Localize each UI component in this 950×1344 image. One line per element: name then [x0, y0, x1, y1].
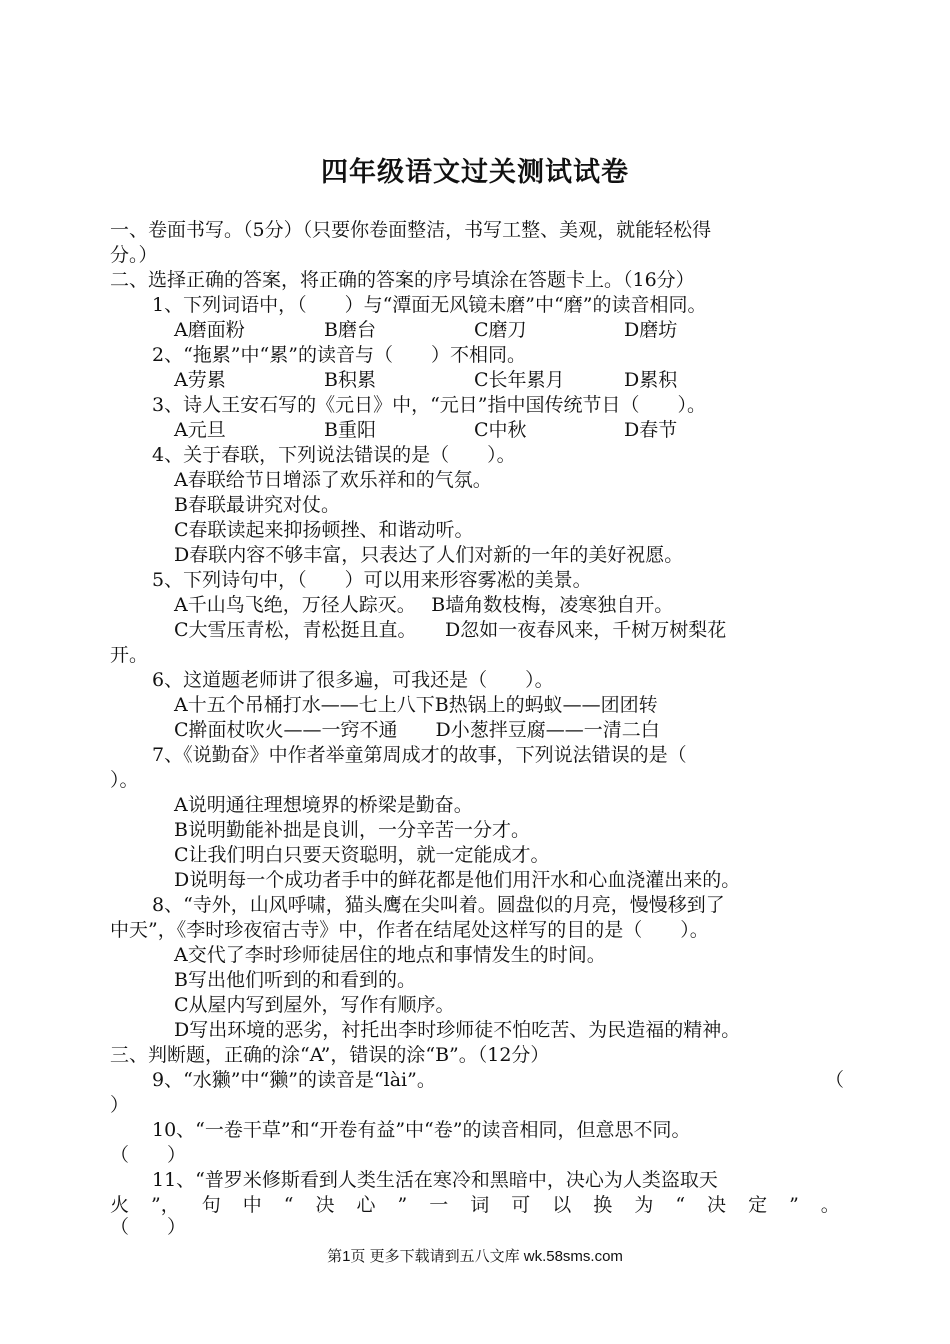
question-5-options-ab: A千山鸟飞绝，万径人踪灭。 B墙角数枝梅，凌寒独自开。 [174, 594, 674, 616]
page-title: 四年级语文过关测试试卷 [321, 157, 629, 188]
char: 决 [315, 1194, 335, 1216]
char: 火 [110, 1194, 130, 1216]
question-6-options-cd: C擀面杖吹火——一窍不通 D小葱拌豆腐——一清二白 [174, 719, 660, 741]
char: 换 [593, 1194, 613, 1216]
question-7-option-d: D说明每一个成功者手中的鲜花都是他们用汗水和心血浇灌出来的。 [174, 869, 741, 891]
question-4-option-b: B春联最讲究对仗。 [174, 494, 340, 516]
question-8-option-d: D写出环境的恶劣，衬托出李时珍师徒不怕吃苦、为民造福的精神。 [174, 1019, 741, 1041]
option-b: B重阳 [324, 419, 376, 441]
question-4-option-c: C春联读起来抑扬顿挫、和谐动听。 [174, 519, 474, 541]
char: ”， [151, 1194, 180, 1216]
page-footer: 第1页 更多下载请到五八文库 wk.58sms.com [327, 1248, 623, 1265]
char: 一 [429, 1194, 449, 1216]
question-7-cont: ）。 [110, 769, 139, 791]
option-d: D磨坊 [624, 319, 678, 341]
question-2-options [174, 368, 677, 393]
option-d: D春节 [624, 419, 678, 441]
option-a: A磨面粉 [174, 319, 245, 341]
char: 心 [356, 1194, 376, 1216]
char: 决 [707, 1194, 727, 1216]
question-5-options-cd: C大雪压青松，青松挺且直。 D忽如一夜春风来，千树万树梨花 [174, 619, 727, 641]
question-8: 8、“寺外，山风呼啸，猫头鹰在尖叫着。圆盘似的月亮，慢慢移到了 [152, 894, 725, 916]
section-2-heading: 二、选择正确的答案，将正确的答案的序号填涂在答题卡上。（16分） [110, 269, 695, 291]
question-9: 9、“水獭”中“獭”的读音是“lài”。 [152, 1069, 436, 1091]
char: 为 [634, 1194, 654, 1216]
option-b: B磨台 [324, 319, 376, 341]
question-10-answer-paren: （ ） [110, 1144, 187, 1166]
question-9-paren-close: ） [110, 1094, 130, 1116]
char: “ [675, 1194, 686, 1216]
question-10: 10、“一卷干草”和“开卷有益”中“卷”的读音相同，但意思不同。 [152, 1119, 691, 1141]
question-11-cont [110, 1193, 840, 1218]
section-1-text: 一、卷面书写。（5分）（只要你卷面整洁，书写工整、美观，就能轻松得 [110, 219, 712, 241]
question-7-option-c: C让我们明白只要天资聪明，就一定能成才。 [174, 844, 550, 866]
option-c: C长年累月 [474, 369, 565, 391]
question-4-option-a: A春联给节日增添了欢乐祥和的气氛。 [174, 469, 492, 491]
option-a: A元旦 [174, 419, 226, 441]
char: ” [789, 1194, 799, 1216]
question-6-options-ab: A十五个吊桶打水——七上八下B热锅上的蚂蚁——团团转 [174, 694, 658, 716]
question-6: 6、这道题老师讲了很多遍，可我还是（ ）。 [152, 669, 554, 691]
question-4: 4、关于春联，下列说法错误的是（ ）。 [152, 444, 516, 466]
question-5: 5、下列诗句中，（ ）可以用来形容雾凇的美景。 [152, 569, 592, 591]
question-8-option-b: B写出他们听到的和看到的。 [174, 969, 416, 991]
question-8-cont: 中天”，《李时珍夜宿古寺》中，作者在结尾处这样写的目的是（ ）。 [110, 919, 709, 941]
question-5-options-cont: 开。 [110, 644, 149, 666]
question-1: 1、下列词语中，（ ）与“潭面无风镜未磨”中“磨”的读音相同。 [152, 294, 707, 316]
section-3-heading: 三、判断题，正确的涂“A”，错误的涂“B”。（12分） [110, 1044, 550, 1066]
char: “ [283, 1194, 294, 1216]
option-a: A劳累 [174, 369, 226, 391]
question-3-options [174, 418, 677, 443]
question-1-options [174, 318, 677, 343]
char: 定 [748, 1194, 768, 1216]
question-7: 7、《说勤奋》中作者举童第周成才的故事，下列说法错误的是（ [152, 744, 687, 766]
question-8-option-c: C从屋内写到屋外，写作有顺序。 [174, 994, 455, 1016]
question-11-answer-paren: （ ） [110, 1216, 187, 1238]
char: 可 [511, 1194, 531, 1216]
question-7-option-b: B说明勤能补拙是良训，一分辛苦一分才。 [174, 819, 530, 841]
question-9-paren-open: （ [825, 1069, 845, 1091]
char: 词 [470, 1194, 490, 1216]
section-1-text-cont: 分。） [110, 244, 158, 266]
char: 句 [201, 1194, 221, 1216]
option-c: C磨刀 [474, 319, 527, 341]
char: 以 [552, 1194, 572, 1216]
question-11: 11、“普罗米修斯看到人类生活在寒冷和黑暗中，决心为人类盗取天 [152, 1169, 718, 1191]
option-d: D累积 [624, 369, 678, 391]
option-b: B积累 [324, 369, 376, 391]
question-8-option-a: A交代了李时珍师徒居住的地点和事情发生的时间。 [174, 944, 606, 966]
option-c: C中秋 [474, 419, 527, 441]
char: 中 [242, 1194, 262, 1216]
question-4-option-d: D春联内容不够丰富，只表达了人们对新的一年的美好祝愿。 [174, 544, 684, 566]
question-3: 3、诗人王安石写的《元日》中，“元日”指中国传统节日（ ）。 [152, 394, 707, 416]
question-2: 2、“拖累”中“累”的读音与（ ）不相同。 [152, 344, 526, 366]
question-7-option-a: A说明通往理想境界的桥梁是勤奋。 [174, 794, 473, 816]
char: 。 [820, 1194, 840, 1216]
char: ” [397, 1194, 408, 1216]
